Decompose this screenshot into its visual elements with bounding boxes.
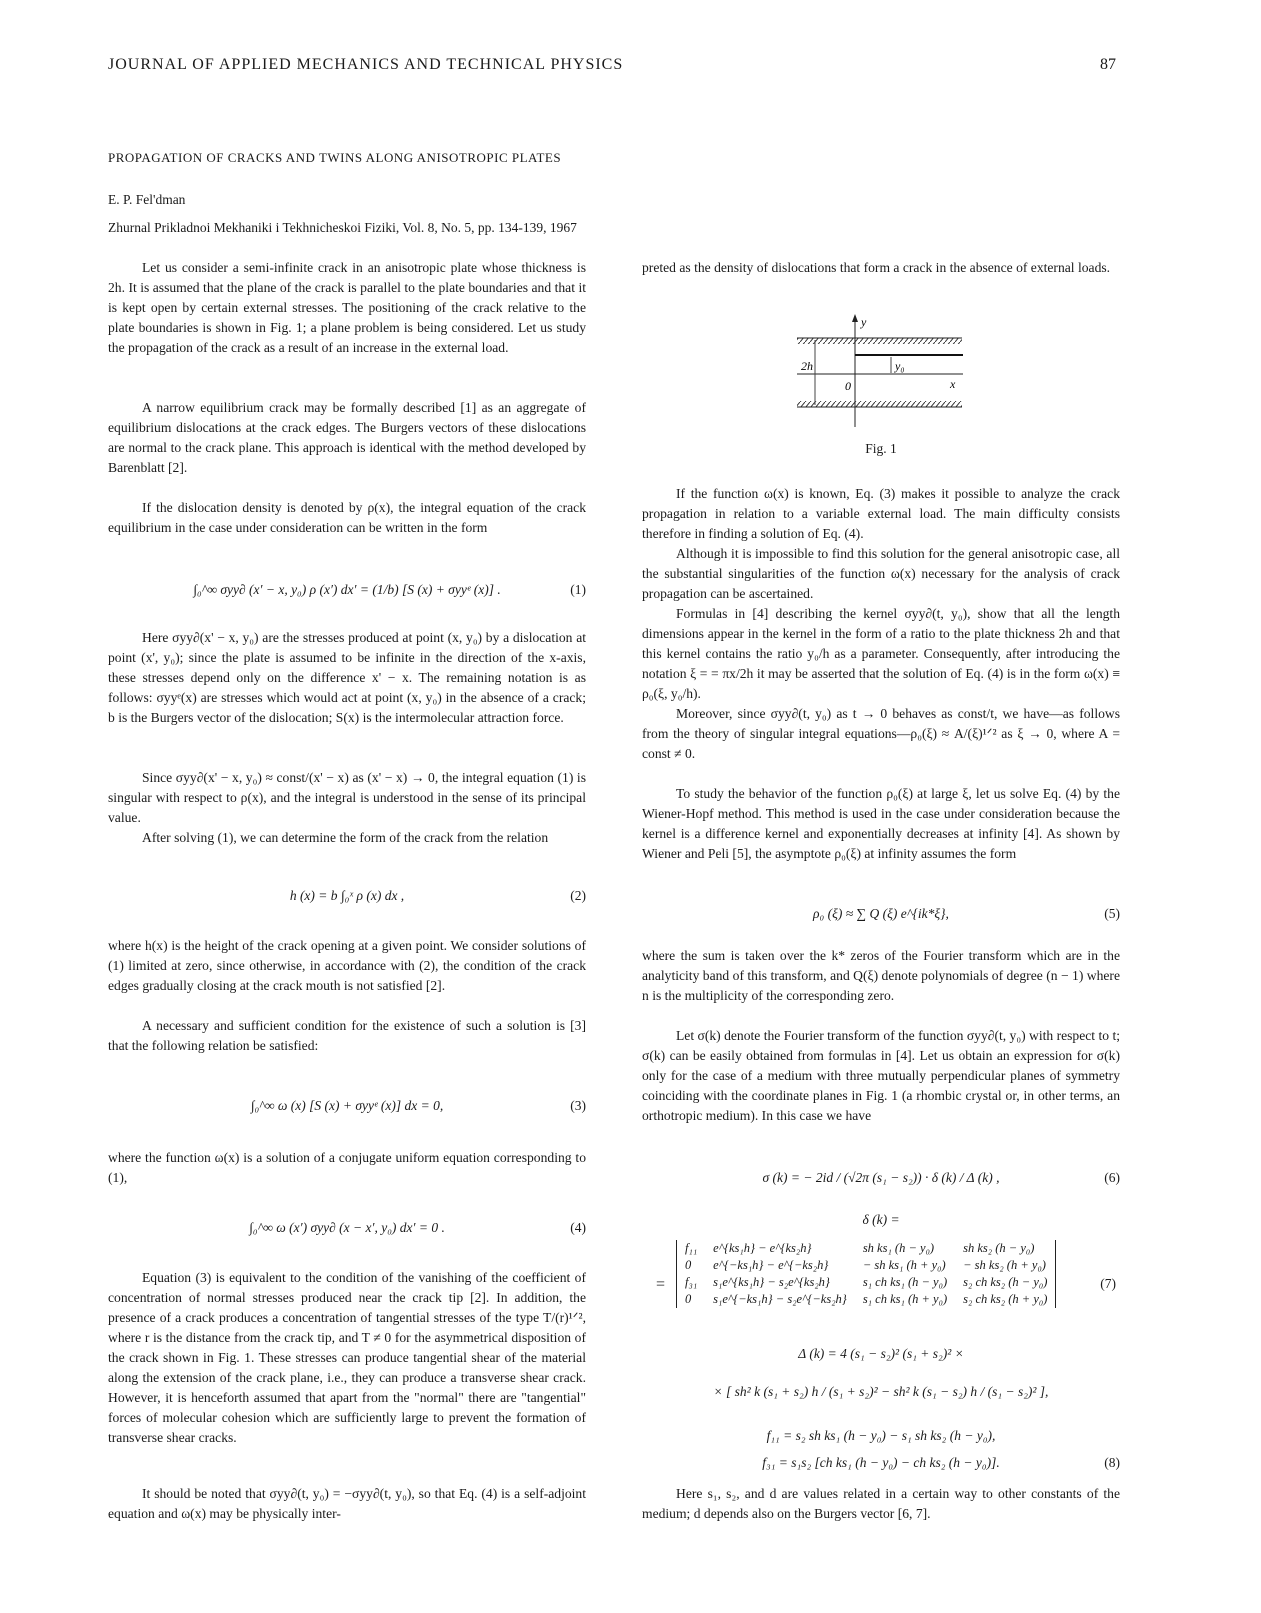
equation-8 bbox=[642, 1455, 1120, 1471]
paragraph: Let us consider a semi-infinite crack in an anisotropic plate whose thickness is 2h. It is assumed that the plane of the crack is parallel to the plate boundaries and that it is kept open by certain external stresses. The positioning of the crack relative to the plate boundaries is shown in Fig. 1; a plane problem is being considered. Let us study the propagation of the crack as a result of an increase in the external load. bbox=[108, 260, 586, 355]
Delta-line-1: Δ (k) = 4 (s₁ − s₂)² (s₁ + s₂)² × bbox=[798, 1346, 964, 1361]
matrix-cell: s₁ ch ks₁ (h + y₀) bbox=[862, 1292, 948, 1306]
equation-4 bbox=[108, 1220, 586, 1236]
equation-text: ρ₀ (ξ) ≈ ∑ Q (ξ) e^{ik*ξ}, bbox=[813, 906, 949, 921]
y-axis-label: y bbox=[861, 315, 867, 329]
matrix-row bbox=[677, 1274, 1056, 1291]
figure-1 bbox=[795, 312, 965, 437]
matrix-cell: f₁₁ bbox=[685, 1241, 698, 1255]
matrix-row bbox=[677, 1291, 1056, 1308]
equation-text: σ (k) = − 2id / (√2π (s₁ − s₂)) · δ (k) / Δ (k) , bbox=[762, 1170, 1000, 1185]
matrix-cell: s₁e^{ks₁h} − s₂e^{ks₂h} bbox=[713, 1275, 830, 1289]
matrix-cell: − sh ks₁ (h + y₀) bbox=[862, 1258, 946, 1272]
delta-label: δ (k) = bbox=[862, 1212, 900, 1227]
article-citation: Zhurnal Prikladnoi Mekhaniki i Tekhnicheskoi Fiziki, Vol. 8, No. 5, pp. 134-139, 1967 bbox=[108, 220, 577, 235]
equation-number: (4) bbox=[570, 1220, 586, 1235]
equation-number: (1) bbox=[570, 582, 586, 597]
paragraph: A necessary and sufficient condition for the existence of such a solution is [3] that the following relation be satisfied: bbox=[108, 1018, 586, 1053]
offset-label: y₀ bbox=[895, 359, 905, 373]
paragraph: Here σyy∂(x' − x, y₀) are the stresses produced at point (x, y₀) by a dislocation at point (x', y₀); since the plate is assumed to be infinite in the direction of the x-axis, these stresses depend only on the difference x' − x. The remaining notation is as follows: σyyᵉ(x) are stresses which would act at point (x, y₀) in the absence of a crack; b is the Burgers vector of the dislocation; S(x) is the intermolecular attraction force. bbox=[108, 630, 586, 725]
equation-2 bbox=[108, 888, 586, 904]
determinant-matrix bbox=[676, 1240, 1056, 1308]
paragraph: To study the behavior of the function ρ₀(ξ) at large ξ, let us solve Eq. (4) by the Wiener-Hopf method. This method is used in the case under consideration because the kernel is a difference kernel and exponentially decreases at infinity [4]. As shown by Wiener and Peli [5], the asymptote ρ₀(ξ) at infinity assumes the form bbox=[642, 786, 1120, 861]
origin-label: 0 bbox=[845, 379, 851, 393]
x-axis-label: x bbox=[950, 377, 956, 391]
paragraph: If the dislocation density is denoted by ρ(x), the integral equation of the crack equilibrium in the case under consideration can be written in the form bbox=[108, 500, 586, 535]
paragraph: Formulas in [4] describing the kernel σyy∂(t, y₀), show that all the length dimensions appear in the kernel in the form of a ratio to the plate thickness 2h and that this kernel contains the ratio y₀/h as a parameter. Consequently, after introducing the notation ξ = = πx/2h it may be asserted that the solution of Eq. (4) is in the form ω(x) ≡ ρ₀(ξ, y₀/h). bbox=[642, 606, 1120, 701]
article-author: E. P. Fel'dman bbox=[108, 192, 186, 207]
equation-text: ∫₀^∞ ω (x) [S (x) + σyyᵉ (x)] dx = 0, bbox=[250, 1098, 444, 1113]
matrix-cell: e^{−ks₁h} − e^{−ks₂h} bbox=[713, 1258, 829, 1272]
matrix-cell: e^{ks₁h} − e^{ks₂h} bbox=[713, 1241, 812, 1255]
equation-1 bbox=[108, 582, 586, 598]
paragraph: Moreover, since σyy∂(t, y₀) as t → 0 behaves as const/t, we have—as follows from the theory of singular integral equations—ρ₀(ξ) ≈ A/(ξ)¹ᐟ² as ξ → 0, where A = const ≠ 0. bbox=[642, 706, 1120, 761]
paragraph: Let σ(k) denote the Fourier transform of the function σyy∂(t, y₀) with respect to t; σ(k) can be easily obtained from formulas in [4]. Let us obtain an expression for σ(k) only for the case of a medium with three mutually perpendicular planes of symmetry coinciding with the coordinate planes in Fig. 1 (a rhombic crystal or, in other terms, an orthotropic medium). In this case we have bbox=[642, 1028, 1121, 1123]
thickness-label: 2h bbox=[801, 359, 813, 373]
matrix-cell: s₂ ch ks₂ (h + y₀) bbox=[963, 1292, 1048, 1306]
upper-boundary bbox=[797, 338, 962, 344]
paragraph: preted as the density of dislocations that form a crack in the absence of external loads. bbox=[642, 260, 1111, 275]
journal-header: JOURNAL OF APPLIED MECHANICS AND TECHNICAL PHYSICS bbox=[108, 56, 624, 73]
matrix-cell: − sh ks₂ (h + y₀) bbox=[963, 1258, 1046, 1272]
matrix-cell: 0 bbox=[685, 1258, 692, 1272]
Delta-line-2: × [ sh² k (s₁ + s₂) h / (s₁ + s₂)² − sh² k (s₁ − s₂) h / (s₁ − s₂)² ], bbox=[713, 1384, 1049, 1399]
equation-number: (8) bbox=[1104, 1455, 1120, 1470]
matrix-cell: sh ks₁ (h − y₀) bbox=[862, 1241, 935, 1255]
paragraph: where the sum is taken over the k* zeros of the Fourier transform which are in the analyticity band of this transform, and Q(ξ) denote polynomials of degree (n − 1) where n is the multiplicity of the corresponding zero. bbox=[642, 948, 1120, 1003]
equation-5 bbox=[642, 906, 1120, 922]
matrix-cell: f₃₁ bbox=[685, 1275, 698, 1289]
paragraph: where the function ω(x) is a solution of a conjugate uniform equation corresponding to (1), bbox=[108, 1150, 586, 1185]
equation-number: (3) bbox=[570, 1098, 586, 1113]
equation-number: (7) bbox=[1100, 1276, 1116, 1291]
equation-text: ∫₀^∞ σyy∂ (x′ − x, y₀) ρ (x′) dx′ = (1/b) [S (x) + σyyᵉ (x)] . bbox=[193, 582, 501, 597]
equation-number: (2) bbox=[570, 888, 586, 903]
equation-text: h (x) = b ∫₀ˣ ρ (x) dx , bbox=[289, 888, 405, 903]
page-number: 87 bbox=[1100, 56, 1116, 73]
paragraph: Although it is impossible to find this solution for the general anisotropic case, all the substantial singularities of the function ω(x) necessary for the analysis of crack propagation can be ascertained. bbox=[642, 546, 1120, 601]
paragraph: where h(x) is the height of the crack opening at a given point. We consider solutions of (1) limited at zero, since otherwise, in accordance with (2), the condition of the crack edges gradually closing at the crack mouth is not satisfied [2]. bbox=[108, 938, 586, 993]
equation-6 bbox=[642, 1170, 1120, 1186]
f31-definition: f₃₁ = s₁s₂ [ch ks₁ (h − y₀) − ch ks₂ (h − y₀)]. bbox=[762, 1455, 1000, 1470]
matrix-cell: 0 bbox=[685, 1292, 692, 1306]
f11-definition: f₁₁ = s₂ sh ks₁ (h − y₀) − s₁ sh ks₂ (h − y₀), bbox=[766, 1428, 996, 1443]
matrix-row bbox=[677, 1240, 1056, 1257]
paragraph: Since σyy∂(x' − x, y₀) ≈ const/(x' − x) as (x' − x) → 0, the integral equation (1) is singular with respect to ρ(x), and the integral is understood in the sense of its principal value. bbox=[108, 770, 586, 825]
crack-diagram bbox=[795, 312, 965, 437]
paragraph: After solving (1), we can determine the form of the crack from the relation bbox=[142, 830, 549, 845]
matrix-cell: sh ks₂ (h − y₀) bbox=[963, 1241, 1035, 1255]
matrix-cell: s₂ ch ks₂ (h − y₀) bbox=[963, 1275, 1048, 1289]
paragraph: It should be noted that σyy∂(t, y₀) = −σyy∂(t, y₀), so that Eq. (4) is a self-adjoint equation and ω(x) may be physically inter- bbox=[108, 1486, 586, 1521]
paragraph: If the function ω(x) is known, Eq. (3) makes it possible to analyze the crack propagation in relation to a variable external load. The main difficulty consists therefore in finding a solution of Eq. (4). bbox=[642, 486, 1120, 541]
equation-number: (5) bbox=[1104, 906, 1120, 921]
matrix-row bbox=[677, 1257, 1056, 1274]
equation-7: = f₁₁ e^{ks₁h} − e^{ks₂h} sh ks₁ (h − y₀) sh ks₂ (h − y₀) 0 e^{−ks₁h} − e^{−ks₂h} − sh ks₁ (h + y₀) − sh ks₂ (h + y₀) f₃₁ s₁e^{ks₁h} − s₂e^{ks₂h} s₁ ch ks₁ (h − y₀) s₂ ch ks₂ (h − y₀) 0 s₁e^{−ks₁h} − s₂e^{−ks₂h} s₁ ch ks₁ (h + y₀) s₂ ch ks₂ (h + y₀) (7) bbox=[656, 1241, 1116, 1306]
article-title: PROPAGATION OF CRACKS AND TWINS ALONG ANISOTROPIC PLATES bbox=[108, 150, 562, 165]
matrix-cell: s₁ ch ks₁ (h − y₀) bbox=[862, 1275, 948, 1289]
paragraph: Here s₁, s₂, and d are values related in a certain way to other constants of the medium; d depends also on the Burgers vector [6, 7]. bbox=[642, 1486, 1120, 1521]
paragraph: Equation (3) is equivalent to the condition of the vanishing of the coefficient of concentration of normal stresses produced near the crack tip [2]. In addition, the presence of a crack produces a concentration of tangential stresses of the type T/(r)¹ᐟ², where r is the distance from the crack tip, and T ≠ 0 for the asymmetrical disposition of the crack shown in Fig. 1. These stresses can produce tangential shear of the material along the extension of the crack plane, i.e., they can produce a transverse shear crack. However, it is henceforth assumed that apart from the "normal" there are "tangential" forces of molecular cohesion which are sufficiently large to prevent the formation of transverse shear cracks. bbox=[108, 1270, 586, 1445]
lower-boundary bbox=[797, 401, 962, 407]
paragraph: A narrow equilibrium crack may be formally described [1] as an aggregate of equilibrium dislocations at the crack edges. The Burgers vectors of these dislocations are normal to the crack plane. This approach is identical with the method developed by Barenblatt [2]. bbox=[108, 400, 586, 475]
equation-text: ∫₀^∞ ω (x′) σyy∂ (x − x′, y₀) dx′ = 0 . bbox=[249, 1220, 445, 1235]
equation-3 bbox=[108, 1098, 586, 1114]
figure-caption: Fig. 1 bbox=[865, 441, 897, 456]
equation-number: (6) bbox=[1104, 1170, 1120, 1185]
matrix-cell: s₁e^{−ks₁h} − s₂e^{−ks₂h} bbox=[713, 1292, 847, 1306]
